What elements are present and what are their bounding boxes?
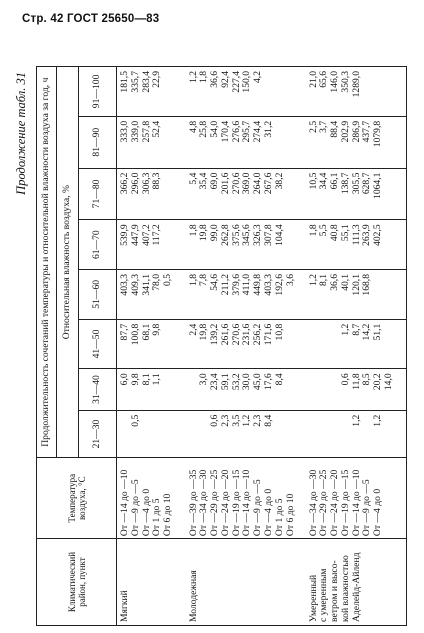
value-cell: 3,0 23,4 59,1 53,2 30,0 45,0 17,6 8,4 [198,373,285,391]
header-duration: Продолжительность сочетаний температуры и относительной влажности воздуха за год, ч [37,67,57,458]
humidity-range: 21—30 [79,410,117,458]
value-cell: 1,2 1,8 36,6 92,4 227,4 150,0 4,2 [187,71,264,93]
value-cell: 1,8 19,8 99,0 262,8 375,6 345,6 326,3 307,8 104,4 [187,224,285,246]
region-cell: Мягкий [117,539,189,626]
value-cell: 0,6 2,3 3,5 1,2 2,3 8,4 [209,414,275,427]
value-cell: 539,9 447,9 407,2 117,2 [119,224,163,246]
header-humidity: Относительная влажность воздуха, % [57,67,79,458]
value-cell: 10,5 34,4 66,1 138,7 305,5 628,7 1064,1 [307,172,384,199]
table-row [117,67,189,626]
humidity-range: 61—70 [79,220,117,270]
humidity-range: 71—80 [79,168,117,220]
humidity-range: 41—50 [79,319,117,369]
value-cell: 2,5 3,7 88,4 202,9 286,9 437,7 1079,8 [307,120,384,148]
humidity-range: 91—100 [79,67,117,117]
value-cell: 333,0 339,0 257,8 52,4 [119,120,163,143]
page-header: Стр. 42 ГОСТ 25650—83 [22,13,160,25]
value-cell: 87,7 100,8 68,1 9,8 [119,323,163,346]
value-cell: 21,0 65,6 146,0 350,3 1289,0 [307,71,362,98]
humidity-range: 31—40 [79,369,117,410]
value-cell: 6,0 9,8 8,1 1,1 [119,373,163,386]
value-cell: 1,2 8,1 36,6 40,1 120,1 168,8 [307,273,373,296]
value-cell: 181,5 335,7 283,4 22,9 [119,71,163,93]
value-cell: 5,4 35,4 69,0 201,6 270,6 369,0 264,0 267,6 38,2 [187,172,285,195]
value-cell: 2,4 19,8 139,2 261,6 270,6 231,6 256,2 171,6 10,8 [187,323,285,346]
temperature-cell: От —34 до —30 От —29 до —25 От —24 до —20 От —19 до —15 От —14 до —10 От —9 до —5 От —4 до 0 [309,458,407,539]
value-cell: 0,6 11,8 8,5 20,2 14,0 [339,373,395,391]
header-temperature: Температура воздуха, °С [37,458,117,539]
table-row [189,67,309,626]
data-table [36,66,407,626]
humidity-range: 81—90 [79,116,117,168]
value-cell: 1,8 7,8 54,6 211,2 379,6 411,0 449,8 403,3 192,6 3,6 [187,273,296,296]
value-cell: 0,5 [129,414,141,427]
region-cell: Умеренный с умеренным ветром и высо- кой влажностью Аделейд-Айленд [309,539,407,626]
rotated-table-page [12,66,410,626]
value-cell: 366,2 296,0 306,3 88,3 [119,172,163,195]
value-cell: 1,2 1,2 [350,414,384,427]
temperature-cell: От —39 до —35 От —34 до —30 От —29 до —25 От —24 до —20 От —19 до —15 От —14 до —10 От —9 до —5 От —4 до 0 От 1 до 5 От 6 до 10 [189,458,309,539]
value-cell: 1,8 5,5 40,8 55,1 111,3 263,9 402,5 [307,224,384,246]
value-cell: 1,2 8,7 14,2 51,1 [339,323,384,341]
table-row [309,67,407,626]
value-cell: 4,8 25,8 54,0 170,4 276,6 295,7 274,4 31,2 [187,120,275,143]
continuation-label: Продолжение табл. 31 [14,72,28,195]
value-cell: 403,3 409,3 341,1 78,0 0,5 [119,273,174,296]
header-region: Климатический район, пункт [37,539,117,626]
region-cell: Молодежная [189,539,309,626]
temperature-cell: От —14 до —10 От —9 до —5 От —4 до 0 От 1 до 5 От 6 до 10 [117,458,189,539]
humidity-range: 51—60 [79,269,117,319]
